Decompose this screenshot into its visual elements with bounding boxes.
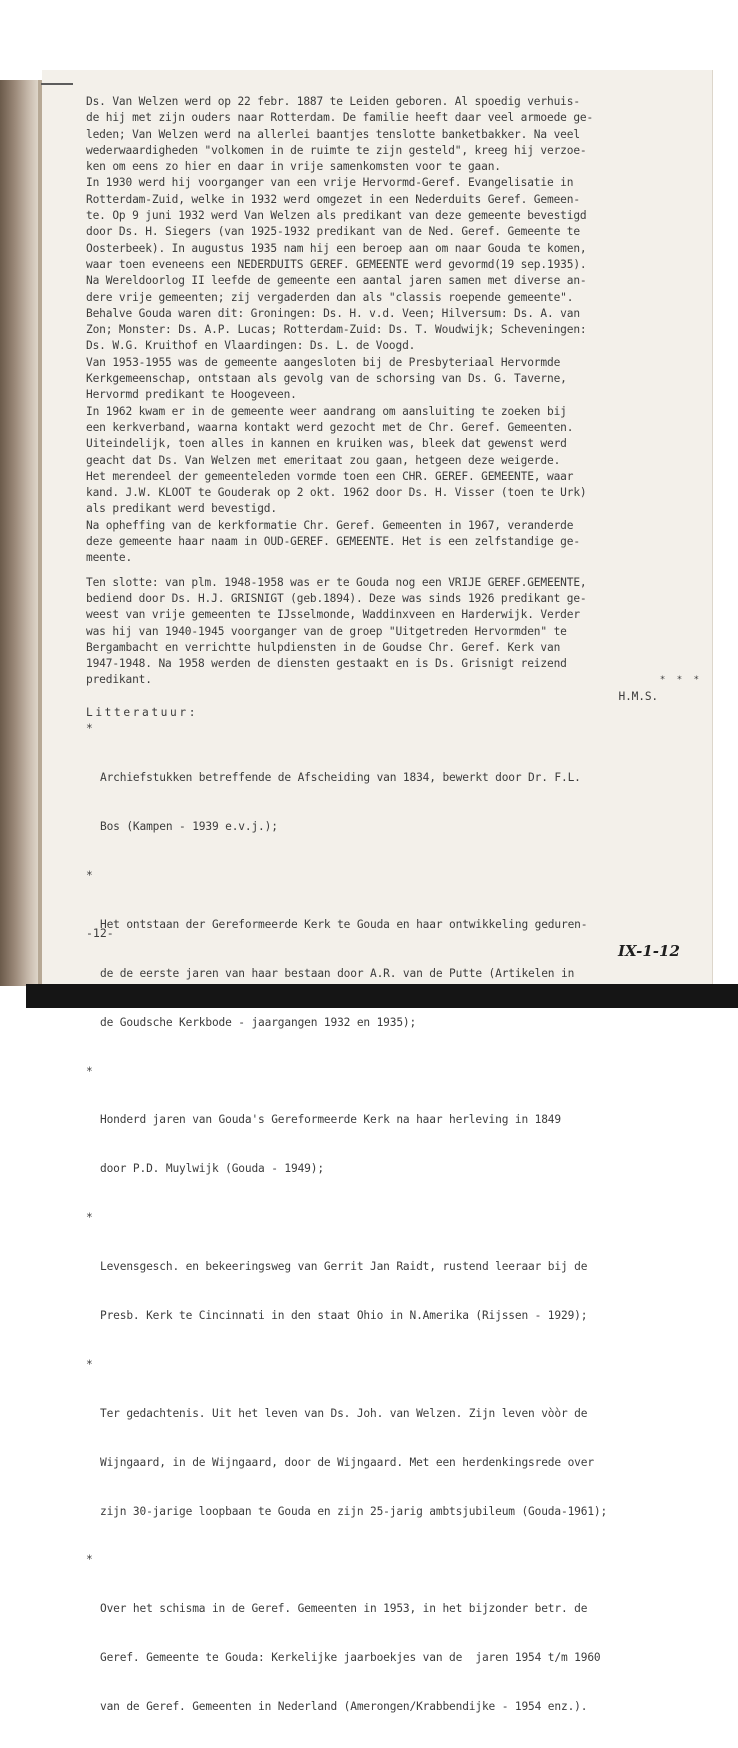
text-line: 1947-1948. Na 1958 werden de diensten gestaakt en is Ds. Grisnigt reizend xyxy=(86,657,567,671)
text-line: weest van vrije gemeenten te IJsselmonde, Waddinxveen en Harderwijk. Verder xyxy=(86,608,580,622)
text-line: Geref. Gemeente te Gouda: Kerkelijke jaarboekjes van de jaren 1954 t/m 1960 xyxy=(100,1651,601,1665)
text-line: bediend door Ds. H.J. GRISNIGT (geb.1894). Deze was sinds 1926 predikant ge- xyxy=(86,591,587,605)
text-line: Van 1953-1955 was de gemeente aangesloten bij de Presbyteriaal Hervormde xyxy=(86,355,561,369)
text-line: meente. xyxy=(86,551,133,565)
text-line: Over het schisma in de Geref. Gemeenten in 1953, in het bijzonder betr. de xyxy=(100,1602,588,1616)
text-line: Rotterdam-Zuid, welke in 1932 werd omgezet in een Nederduits Geref. Gemeen- xyxy=(86,192,580,206)
text-line: Kerkgemeenschap, ontstaan als gevolg van de schorsing van Ds. G. Taverne, xyxy=(86,372,567,386)
literature-heading: Litteratuur: xyxy=(86,705,199,719)
text-line: Hervormd predikant te Hoogeveen. xyxy=(86,388,297,402)
text-line: Het ontstaan der Gereformeerde Kerk te Gouda en haar ontwikkeling geduren- xyxy=(100,917,588,931)
text-line: dere vrije gemeenten; zij vergaderden dan als "classis roepende gemeente". xyxy=(86,290,574,304)
text-line: In 1962 kwam er in de gemeente weer aandrang om aansluiting te zoeken bij xyxy=(86,404,567,418)
bullet-icon: * xyxy=(86,1357,93,1371)
text-line: predikant. xyxy=(86,673,152,687)
text-line: Archiefstukken betreffende de Afscheiding van 1834, bewerkt door Dr. F.L. xyxy=(100,771,581,785)
literature-item xyxy=(86,1552,702,1748)
text-line: geacht dat Ds. Van Welzen met emeritaat zou gaan, hetgeen deze weigerde. xyxy=(86,453,561,467)
text-line: door Ds. H. Siegers (van 1925-1932 predikant van de Ned. Geref. Gemeente te xyxy=(86,225,580,239)
text-line: Bergambacht en verrichtte hulpdiensten in de Goudse Chr. Geref. Kerk van xyxy=(86,640,561,654)
paragraph-1953 xyxy=(86,355,702,404)
bullet-icon: * xyxy=(86,1211,93,1225)
text-line: zijn 30-jarige loopbaan te Gouda en zijn 25-jarig ambtsjubileum (Gouda-1961); xyxy=(100,1504,608,1518)
literature-item xyxy=(86,1357,702,1553)
text-line: Ter gedachtenis. Uit het leven van Ds. Joh. van Welzen. Zijn leven vòòr de xyxy=(100,1406,588,1420)
text-line: Presb. Kerk te Cincinnati in den staat Ohio in N.Amerika (Rijssen - 1929); xyxy=(100,1308,588,1322)
text-line: waar toen eveneens een NEDERDUITS GEREF. GEMEENTE werd gevormd(19 sep.1935). xyxy=(86,257,587,271)
text-line: als predikant werd bevestigd. xyxy=(86,502,277,516)
literature-item xyxy=(86,1064,702,1211)
text-line: Bos (Kampen - 1939 e.v.j.); xyxy=(100,820,278,834)
corner-mark xyxy=(41,83,73,85)
bullet-icon: * xyxy=(86,1064,93,1078)
scan-bottom-band xyxy=(26,984,738,1008)
paragraph-1962 xyxy=(86,404,702,518)
bullet-icon: * xyxy=(86,722,93,736)
text-line: Na Wereldoorlog II leefde de gemeente een aantal jaren samen met diverse an- xyxy=(86,274,587,288)
section-separator: * * * xyxy=(659,675,702,686)
text-line: de de eerste jaren van haar bestaan door A.R. van de Putte (Artikelen in xyxy=(100,966,575,980)
literature-item xyxy=(86,1210,702,1357)
text-line: ken om eens zo hier en daar in vrije samenkomsten voor te gaan. xyxy=(86,160,501,174)
author-initials: H.M.S. xyxy=(618,689,658,703)
archive-code: IX-1-12 xyxy=(618,942,680,960)
paragraph-intro xyxy=(86,94,702,175)
text-line: kand. J.W. KLOOT te Gouderak op 2 okt. 1962 door Ds. H. Visser (toen te Urk) xyxy=(86,486,587,500)
literature-list xyxy=(86,721,702,1748)
text-line: een kerkverband, waarna kontakt werd gezocht met de Chr. Geref. Gemeenten. xyxy=(86,420,574,434)
literature-item xyxy=(86,721,702,868)
text-line: In 1930 werd hij voorganger van een vrije Hervormd-Geref. Evangelisatie in xyxy=(86,176,574,190)
bullet-icon: * xyxy=(86,1553,93,1567)
text-line: de hij met zijn ouders naar Rotterdam. De familie heeft daar veel armoede ge- xyxy=(86,111,594,125)
text-line: van de Geref. Gemeenten in Nederland (Amerongen/Krabbendijke - 1954 enz.). xyxy=(100,1700,588,1714)
book-binding xyxy=(0,80,42,986)
text-line: Uiteindelijk, toen alles in kannen en kruiken was, bleek dat gewenst werd xyxy=(86,437,567,451)
signature-row xyxy=(86,689,702,705)
text-line: was hij van 1940-1945 voorganger van de groep "Uitgetreden Hervormden" te xyxy=(86,624,567,638)
text-line: deze gemeente haar naam in OUD-GEREF. GEMEENTE. Het is een zelfstandige ge- xyxy=(86,535,580,549)
text-line: Zon; Monster: Ds. A.P. Lucas; Rotterdam-Zuid: Ds. T. Woudwijk; Scheveningen: xyxy=(86,323,587,337)
text-line: leden; Van Welzen werd na allerlei baantjes tenslotte banketbakker. Na veel xyxy=(86,127,580,141)
text-line: wederwaardigheden "volkomen in de ruimte te zijn gesteld", kreeg hij verzoe- xyxy=(86,143,587,157)
text-line: Ds. Van Welzen werd op 22 febr. 1887 te Leiden geboren. Al spoedig verhuis- xyxy=(86,95,580,108)
text-line: Ds. W.G. Kruithof en Vlaardingen: Ds. L. de Voogd. xyxy=(86,339,416,353)
text-line: Behalve Gouda waren dit: Groningen: Ds. H. v.d. Veen; Hilversum: Ds. A. van xyxy=(86,306,580,320)
text-line: Oosterbeek). In augustus 1935 nam hij een beroep aan om naar Gouda te komen, xyxy=(86,241,587,255)
paragraph-1967 xyxy=(86,518,702,567)
text-line: door P.D. Muylwijk (Gouda - 1949); xyxy=(100,1162,324,1176)
text-line: Ten slotte: van plm. 1948-1958 was er te Gouda nog een VRIJE GEREF.GEMEENTE, xyxy=(86,575,587,589)
paragraph-1930 xyxy=(86,175,702,273)
page-number: -12- xyxy=(86,926,114,940)
bullet-icon: * xyxy=(86,868,93,882)
text-line: Het merendeel der gemeenteleden vormde toen een CHR. GEREF. GEMEENTE, waar xyxy=(86,469,574,483)
document-body xyxy=(86,94,702,1748)
text-line: Levensgesch. en bekeeringsweg van Gerrit Jan Raidt, rustend leeraar bij de xyxy=(100,1260,588,1274)
paragraph-wereldoorlog xyxy=(86,273,702,354)
text-line: de Goudsche Kerkbode - jaargangen 1932 en 1935); xyxy=(100,1015,417,1029)
text-line: Honderd jaren van Gouda's Gereformeerde Kerk na haar herleving in 1849 xyxy=(100,1113,561,1127)
literature-item xyxy=(86,868,702,1064)
text-line: Wijngaard, in de Wijngaard, door de Wijngaard. Met een herdenkingsrede over xyxy=(100,1455,594,1469)
text-line: te. Op 9 juni 1932 werd Van Welzen als predikant van deze gemeente bevestigd xyxy=(86,209,587,223)
text-line: Na opheffing van de kerkformatie Chr. Geref. Gemeenten in 1967, veranderde xyxy=(86,518,574,532)
closing-last-row xyxy=(86,672,702,688)
paragraph-closing xyxy=(86,575,702,689)
